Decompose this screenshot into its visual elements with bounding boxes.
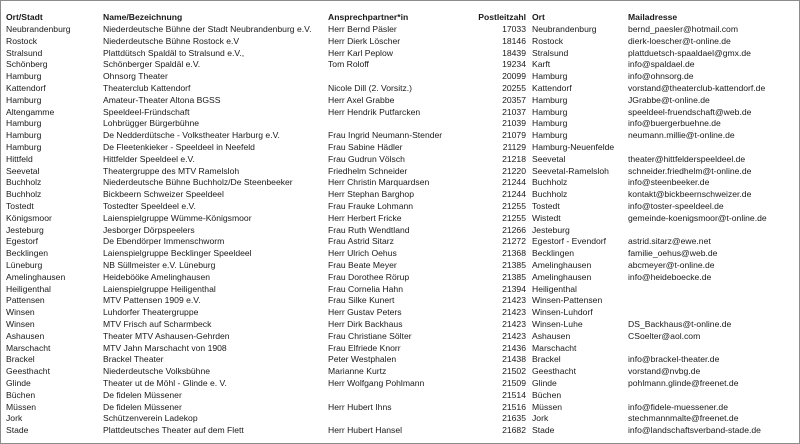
cell-ort-stadt: Marschacht (6, 342, 51, 353)
cell-ansprechpartner (328, 71, 467, 83)
cell-ansprechpartner: Frau Ingrid Neumann-Stender (328, 130, 443, 141)
cell-mailadresse (628, 225, 794, 237)
cell-mailadresse (628, 343, 794, 355)
cell-postleitzahl: 21394 (502, 283, 526, 294)
cell-ansprechpartner: Frau Elfriede Knorr (328, 342, 401, 353)
cell-ansprechpartner: Herr Herbert Fricke (328, 212, 402, 223)
contacts-table (6, 11, 794, 437)
cell-postleitzahl: 19234 (502, 59, 526, 70)
cell-ort-stadt: Winsen (6, 307, 35, 318)
cell-ansprechpartner: Herr Stephan Barghop (328, 189, 414, 200)
cell-postleitzahl: 21218 (502, 153, 526, 164)
cell-ansprechpartner: Peter Westphalen (328, 354, 397, 365)
cell-name: Niederdeutsche Bühne Rostock e.V (103, 35, 240, 46)
table-row (6, 260, 794, 272)
cell-ansprechpartner: Frau Christiane Sölter (328, 330, 412, 341)
cell-ansprechpartner: Herr Hendrik Putfarcken (328, 106, 421, 117)
cell-postleitzahl: 21385 (502, 271, 526, 282)
cell-ort: Hamburg (532, 106, 568, 117)
cell-ort-stadt: Rostock (6, 35, 38, 46)
cell-ansprechpartner: Frau Dorothee Rörup (328, 271, 410, 282)
table-row (6, 295, 794, 307)
cell-name: Schönberger Spaldäl e.V. (103, 59, 201, 70)
cell-ort-stadt: Seevetal (6, 165, 40, 176)
cell-postleitzahl: 21079 (502, 130, 526, 141)
cell-name: De fidelen Müssener (103, 389, 182, 400)
header-name: Name/Bezeichnung (103, 12, 183, 22)
cell-ort: Hamburg (532, 118, 568, 129)
cell-ansprechpartner: Frau Sabine Hädler (328, 141, 403, 152)
cell-ort-stadt: Geesthacht (6, 366, 50, 377)
cell-ort: Tostedt (532, 200, 560, 211)
cell-mailadresse: schneider.friedhelm@t-online.de (628, 165, 752, 176)
cell-ort: Ashausen (532, 330, 571, 341)
cell-ansprechpartner: Herr Gustav Peters (328, 307, 402, 318)
cell-name: Bickbeern Schweizer Speeldeel (103, 189, 224, 200)
cell-name: Brackel Theater (103, 354, 164, 365)
cell-postleitzahl: 21516 (502, 401, 526, 412)
cell-ort: Winsen-Luhdorf (532, 307, 593, 318)
table-row (6, 142, 794, 154)
cell-ort: Hamburg-Neuenfelde (532, 141, 615, 152)
cell-ort-stadt: Büchen (6, 389, 36, 400)
table-row (6, 331, 794, 343)
cell-mailadresse: vorstand@nvbg.de (628, 366, 701, 377)
cell-mailadresse (628, 295, 794, 307)
cell-ort-stadt: Buchholz (6, 189, 42, 200)
cell-ort: Amelinghausen (532, 271, 592, 282)
table-row (6, 236, 794, 248)
cell-ort: Amelinghausen (532, 259, 592, 270)
cell-ansprechpartner: Herr Dirk Backhaus (328, 318, 403, 329)
table-row (6, 118, 794, 130)
cell-postleitzahl: 21423 (502, 295, 526, 306)
cell-ort: Wistedt (532, 212, 561, 223)
table-row (6, 354, 794, 366)
cell-ort: Karft (532, 59, 551, 70)
cell-ansprechpartner: Herr Axel Grabbe (328, 94, 395, 105)
cell-ort-stadt: Hamburg (6, 71, 42, 82)
cell-mailadresse: info@toster-speeldeel.de (628, 200, 724, 211)
header-ansprechpartner: Ansprechpartner*in (328, 12, 409, 22)
cell-mailadresse: stechmannmalte@freenet.de (628, 413, 739, 424)
cell-name: Theater ut de Möhl - Glinde e. V. (103, 377, 227, 388)
cell-ort: Hamburg (532, 94, 568, 105)
cell-ort: Egestorf - Evendorf (532, 236, 607, 247)
cell-ort-stadt: Heiligenthal (6, 283, 51, 294)
cell-name: MTV Frisch auf Scharmbeck (103, 318, 212, 329)
cell-ort: Stralsund (532, 47, 569, 58)
header-mailadresse: Mailadresse (628, 12, 678, 22)
cell-ort-stadt: Altengamme (6, 106, 55, 117)
header-ort: Ort (532, 12, 545, 22)
header-row (6, 11, 794, 24)
cell-postleitzahl: 18146 (502, 35, 526, 46)
cell-name: Laienspielgruppe Becklinger Speeldeel (103, 248, 252, 259)
cell-postleitzahl: 21423 (502, 307, 526, 318)
cell-mailadresse: info@landschaftsverband-stade.de (628, 425, 761, 436)
cell-ort: Hamburg (532, 71, 568, 82)
cell-ort-stadt: Egestorf (6, 236, 39, 247)
cell-name: Plattdeutsches Theater auf dem Flett (103, 425, 244, 436)
cell-ort-stadt: Müssen (6, 401, 37, 412)
cell-ansprechpartner: Friedhelm Schneider (328, 165, 408, 176)
cell-postleitzahl: 18439 (502, 47, 526, 58)
cell-name: De Ebendörper Immenschworm (103, 236, 225, 247)
cell-mailadresse: speeldeel-fruendschaft@web.de (628, 106, 752, 117)
cell-mailadresse: info@fidele-muessener.de (628, 401, 728, 412)
cell-ort-stadt: Buchholz (6, 177, 42, 188)
cell-ort-stadt: Hamburg (6, 141, 42, 152)
cell-ansprechpartner: Herr Dierk Löscher (328, 35, 401, 46)
table-row (6, 343, 794, 355)
cell-ort: Seevetal (532, 153, 566, 164)
cell-ort-stadt: Brackel (6, 354, 35, 365)
cell-ort-stadt: Ashausen (6, 330, 45, 341)
cell-mailadresse: info@spaldael.de (628, 59, 695, 70)
cell-name: Laienspielgruppe Wümme-Königsmoor (103, 212, 252, 223)
cell-mailadresse: theater@hittfelderspeeldeel.de (628, 153, 746, 164)
cell-name: De Nedderdütsche - Volkstheater Harburg e.V. (103, 130, 280, 141)
cell-ort: Brackel (532, 354, 561, 365)
cell-ort-stadt: Amelinghausen (6, 271, 66, 282)
cell-mailadresse: bernd_paesler@hotmail.com (628, 24, 738, 34)
cell-ort: Hamburg (532, 130, 568, 141)
table-row (6, 201, 794, 213)
cell-ort-stadt: Becklingen (6, 248, 49, 259)
cell-name: MTV Pattensen 1909 e.V. (103, 295, 201, 306)
table-row (6, 95, 794, 107)
cell-name: Plattdütsch Spaldäl to Stralsund e.V., (103, 47, 245, 58)
cell-ort: Winsen-Luhe (532, 318, 583, 329)
table-row (6, 189, 794, 201)
cell-postleitzahl: 21514 (502, 389, 526, 400)
cell-postleitzahl: 21244 (502, 177, 526, 188)
cell-name: Speeldeel-Fründschaft (103, 106, 190, 117)
cell-ansprechpartner: Herr Bernd Päsler (328, 24, 397, 34)
table-row (6, 83, 794, 95)
table-row (6, 107, 794, 119)
cell-postleitzahl: 21037 (502, 106, 526, 117)
cell-mailadresse: neumann.millie@t-online.de (628, 130, 735, 141)
table-row (6, 225, 794, 237)
table-row (6, 402, 794, 414)
cell-ansprechpartner: Frau Frauke Lohmann (328, 200, 414, 211)
cell-ansprechpartner: Herr Karl Peplow (328, 47, 393, 58)
table-row (6, 307, 794, 319)
cell-name: Hittfelder Speeldeel e.V. (103, 153, 195, 164)
cell-mailadresse (628, 390, 794, 402)
cell-ort-stadt: Schönberg (6, 59, 48, 70)
cell-ansprechpartner: Herr Wolfgang Pohlmann (328, 377, 425, 388)
cell-ort: Winsen-Pattensen (532, 295, 603, 306)
table-row (6, 166, 794, 178)
cell-name: Theaterclub Kattendorf (103, 82, 191, 93)
table-row (6, 154, 794, 166)
cell-ansprechpartner: Frau Cornelia Hahn (328, 283, 403, 294)
cell-mailadresse: info@brackel-theater.de (628, 354, 720, 365)
cell-ort: Heiligenthal (532, 283, 577, 294)
table-row (6, 59, 794, 71)
table-row (6, 213, 794, 225)
cell-ansprechpartner: Tom Roloff (328, 59, 369, 70)
cell-ansprechpartner: Frau Silke Kunert (328, 295, 395, 306)
cell-name: Schützenverein Ladekop (103, 413, 198, 424)
table-row (6, 366, 794, 378)
cell-ort: Büchen (532, 389, 562, 400)
table-row (6, 390, 794, 402)
cell-ort-stadt: Jesteburg (6, 224, 44, 235)
cell-ort: Buchholz (532, 189, 568, 200)
cell-ort-stadt: Hittfeld (6, 153, 33, 164)
cell-mailadresse: pohlmann.glinde@freenet.de (628, 377, 739, 388)
cell-postleitzahl: 20357 (502, 94, 526, 105)
cell-name: Niederdeutsche Bühne Buchholz/De Steenbeeker (103, 177, 293, 188)
cell-ansprechpartner: Herr Hubert Hansel (328, 425, 403, 436)
table-row (6, 284, 794, 296)
table-row (6, 48, 794, 60)
cell-mailadresse: vorstand@theaterclub-kattendorf.de (628, 82, 766, 93)
cell-postleitzahl: 21438 (502, 354, 526, 365)
table-row (6, 272, 794, 284)
table-row (6, 130, 794, 142)
header-ort-stadt: Ort/Stadt (6, 12, 43, 22)
cell-ort: Seevetal-Ramelsloh (532, 165, 609, 176)
table-row (6, 177, 794, 189)
cell-postleitzahl: 21423 (502, 330, 526, 341)
cell-ort: Kattendorf (532, 82, 572, 93)
table-body (6, 24, 794, 437)
cell-mailadresse: abcmeyer@t-online.de (628, 259, 715, 270)
cell-ort-stadt: Hamburg (6, 94, 42, 105)
cell-ort-stadt: Glinde (6, 377, 31, 388)
cell-ort: Geesthacht (532, 366, 576, 377)
table-row (6, 24, 794, 36)
cell-ansprechpartner: Frau Ruth Wendtland (328, 224, 410, 235)
cell-name: NB Süllmeister e.V. Lüneburg (103, 259, 216, 270)
cell-mailadresse: kontakt@bickbeernschweizer.de (628, 189, 752, 200)
cell-mailadresse: astrid.sitarz@ewe.net (628, 236, 711, 247)
cell-ort-stadt: Kattendorf (6, 82, 46, 93)
cell-ansprechpartner (328, 390, 467, 402)
cell-ansprechpartner: Herr Ulrich Oehus (328, 248, 397, 259)
table-row (6, 71, 794, 83)
cell-mailadresse: info@heideboecke.de (628, 271, 712, 282)
cell-postleitzahl: 21266 (502, 224, 526, 235)
cell-postleitzahl: 21436 (502, 342, 526, 353)
cell-mailadresse: JGrabbe@t-online.de (628, 94, 710, 105)
cell-ort: Marschacht (532, 342, 577, 353)
cell-ansprechpartner: Herr Hubert Ihns (328, 401, 392, 412)
cell-postleitzahl: 21255 (502, 212, 526, 223)
cell-ort-stadt: Hamburg (6, 118, 42, 129)
cell-ort: Becklingen (532, 248, 575, 259)
cell-name: Tostedter Speeldeel e.V. (103, 200, 196, 211)
cell-name: MTV Jahn Marschacht von 1908 (103, 342, 227, 353)
cell-ansprechpartner: Frau Gudrun Völsch (328, 153, 405, 164)
cell-ort: Buchholz (532, 177, 568, 188)
cell-mailadresse (628, 307, 794, 319)
cell-name: Lohbrügger Bürgerbühne (103, 118, 200, 129)
cell-ansprechpartner: Frau Beate Meyer (328, 259, 397, 270)
cell-postleitzahl: 21423 (502, 318, 526, 329)
cell-mailadresse: plattduetsch-spaaldael@gmx.de (628, 47, 751, 58)
table-row (6, 378, 794, 390)
cell-ansprechpartner: Herr Christin Marquardsen (328, 177, 430, 188)
cell-ort-stadt: Neubrandenburg (6, 24, 71, 34)
cell-ansprechpartner: Nicole Dill (2. Vorsitz.) (328, 82, 413, 93)
cell-name: Theater MTV Ashausen-Gehrden (103, 330, 230, 341)
cell-mailadresse: dierk-loescher@t-online.de (628, 35, 731, 46)
cell-postleitzahl: 21509 (502, 377, 526, 388)
cell-postleitzahl: 21129 (502, 141, 526, 152)
cell-name: Ohnsorg Theater (103, 71, 168, 82)
cell-ort-stadt: Winsen (6, 318, 35, 329)
cell-ort: Glinde (532, 377, 557, 388)
table-row (6, 425, 794, 437)
cell-name: Amateur-Theater Altona BGSS (103, 94, 221, 105)
cell-name: Laienspielgruppe Heiligenthal (103, 283, 216, 294)
cell-postleitzahl: 20255 (502, 82, 526, 93)
cell-ort: Müssen (532, 401, 563, 412)
cell-name: Theatergruppe des MTV Ramelsloh (103, 165, 240, 176)
cell-postleitzahl: 21682 (502, 425, 526, 436)
table-row (6, 248, 794, 260)
cell-ort-stadt: Stade (6, 425, 29, 436)
cell-ort: Stade (532, 425, 555, 436)
cell-name: Niederdeutsche Bühne der Stadt Neubrandenburg e.V. (103, 24, 312, 34)
cell-name: Luhdorfer Theatergruppe (103, 307, 199, 318)
cell-mailadresse: DS_Backhaus@t-online.de (628, 318, 732, 329)
cell-mailadresse (628, 142, 794, 154)
cell-ort-stadt: Tostedt (6, 200, 34, 211)
cell-name: De Fleetenkieker - Speeldeel in Neefeld (103, 141, 255, 152)
header-postleitzahl: Postleitzahl (478, 12, 526, 22)
cell-mailadresse: CSoelter@aol.com (628, 330, 701, 341)
cell-ansprechpartner (328, 118, 467, 130)
cell-name: Jesborger Dörpspeelers (103, 224, 195, 235)
cell-ort-stadt: Jork (6, 413, 23, 424)
cell-postleitzahl: 21502 (502, 366, 526, 377)
cell-ort-stadt: Stralsund (6, 47, 43, 58)
cell-mailadresse: info@steenbeeker.de (628, 177, 710, 188)
cell-mailadresse (628, 284, 794, 296)
cell-ansprechpartner: Frau Astrid Sitarz (328, 236, 394, 247)
cell-postleitzahl: 21272 (502, 236, 526, 247)
cell-name: De fidelen Müssener (103, 401, 182, 412)
cell-ort-stadt: Hamburg (6, 130, 42, 141)
cell-mailadresse: info@ohnsorg.de (628, 71, 694, 82)
cell-postleitzahl: 21244 (502, 189, 526, 200)
table-row (6, 36, 794, 48)
cell-postleitzahl: 21635 (502, 413, 526, 424)
cell-mailadresse: info@buergerbuehne.de (628, 118, 721, 129)
cell-ansprechpartner: Marianne Kurtz (328, 366, 387, 377)
cell-ort-stadt: Königsmoor (6, 212, 52, 223)
cell-name: Niederdeutsche Volksbühne (103, 366, 211, 377)
cell-ort: Jesteburg (532, 224, 570, 235)
cell-ort-stadt: Pattensen (6, 295, 45, 306)
cell-postleitzahl: 21385 (502, 259, 526, 270)
cell-postleitzahl: 21220 (502, 165, 526, 176)
cell-name: Heidebööke Amelinghausen (103, 271, 211, 282)
cell-mailadresse: familie_oehus@web.de (628, 248, 718, 259)
cell-ansprechpartner (328, 413, 467, 425)
cell-ort: Rostock (532, 35, 564, 46)
cell-ort: Neubrandenburg (532, 24, 597, 34)
cell-postleitzahl: 21039 (502, 118, 526, 129)
cell-postleitzahl: 17033 (502, 24, 526, 34)
table-row (6, 319, 794, 331)
cell-postleitzahl: 21368 (502, 248, 526, 259)
cell-ort: Jork (532, 413, 549, 424)
cell-mailadresse: gemeinde-koenigsmoor@t-online.de (628, 212, 767, 223)
cell-ort-stadt: Lüneburg (6, 259, 43, 270)
cell-postleitzahl: 20099 (502, 71, 526, 82)
table-row (6, 413, 794, 425)
cell-postleitzahl: 21255 (502, 200, 526, 211)
